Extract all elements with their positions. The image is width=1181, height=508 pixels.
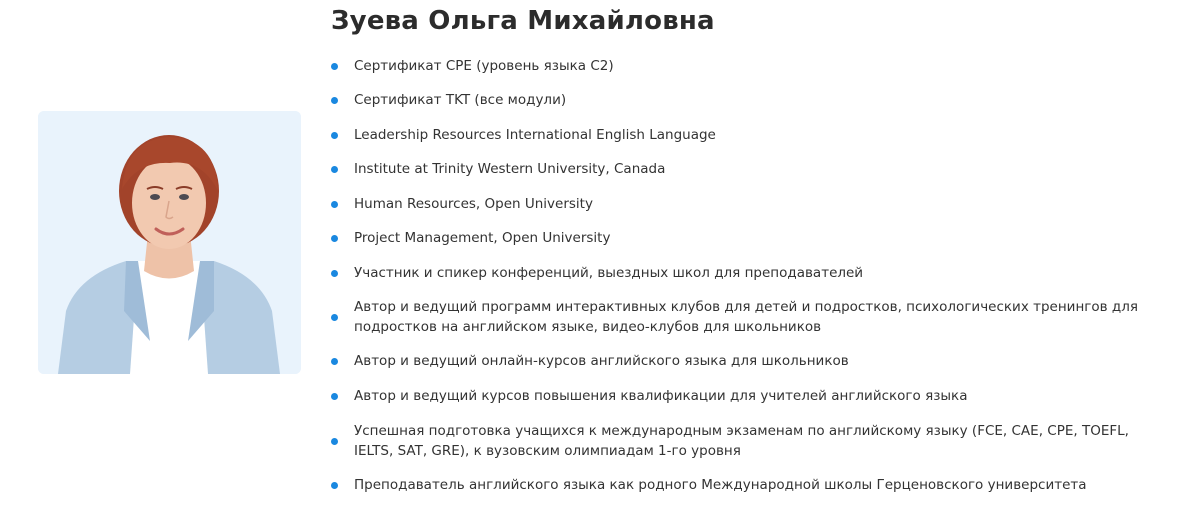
bullet-icon bbox=[331, 166, 338, 173]
bullet-icon bbox=[331, 482, 338, 489]
list-item: Автор и ведущий курсов повышения квалификации для учителей английского языка bbox=[331, 386, 1141, 406]
list-item: Human Resources, Open University bbox=[331, 194, 1141, 214]
list-item: Автор и ведущий онлайн-курсов английского языка для школьников bbox=[331, 351, 1141, 371]
bullet-icon bbox=[331, 358, 338, 365]
bullet-icon bbox=[331, 438, 338, 445]
teacher-name: Зуева Ольга Михайловна bbox=[331, 6, 715, 36]
teacher-info bbox=[331, 0, 1161, 493]
bullet-icon bbox=[331, 132, 338, 139]
bullet-icon bbox=[331, 97, 338, 104]
list-item: Успешная подготовка учащихся к международным экзаменам по английскому языку (FCE, CAE, CPE, TOEFL, IELTS, SAT, GRE), к вузовским олимпиадам 1-го уровня bbox=[331, 421, 1141, 461]
list-item: Сертификат CPE (уровень языка C2) bbox=[331, 56, 1141, 76]
teacher-portrait-icon bbox=[38, 111, 301, 374]
list-item: Участник и спикер конференций, выездных школ для преподавателей bbox=[331, 263, 1141, 283]
list-item: Преподаватель английского языка как родного Международной школы Герценовского университета bbox=[331, 475, 1141, 495]
bullet-icon bbox=[331, 393, 338, 400]
list-item: Project Management, Open University bbox=[331, 228, 1141, 248]
bullet-icon bbox=[331, 201, 338, 208]
bullet-icon bbox=[331, 314, 338, 321]
list-item: Leadership Resources International English Language bbox=[331, 125, 1141, 145]
bullet-icon bbox=[331, 63, 338, 70]
bullet-icon bbox=[331, 270, 338, 277]
list-item: Автор и ведущий программ интерактивных клубов для детей и подростков, психологических тренингов для подростков на английском языке, видео-клубов для школьников bbox=[331, 297, 1141, 337]
bullet-icon bbox=[331, 235, 338, 242]
list-item: Institute at Trinity Western University, Canada bbox=[331, 159, 1141, 179]
list-item: Сертификат TKT (все модули) bbox=[331, 90, 1141, 110]
teacher-photo bbox=[38, 111, 301, 374]
